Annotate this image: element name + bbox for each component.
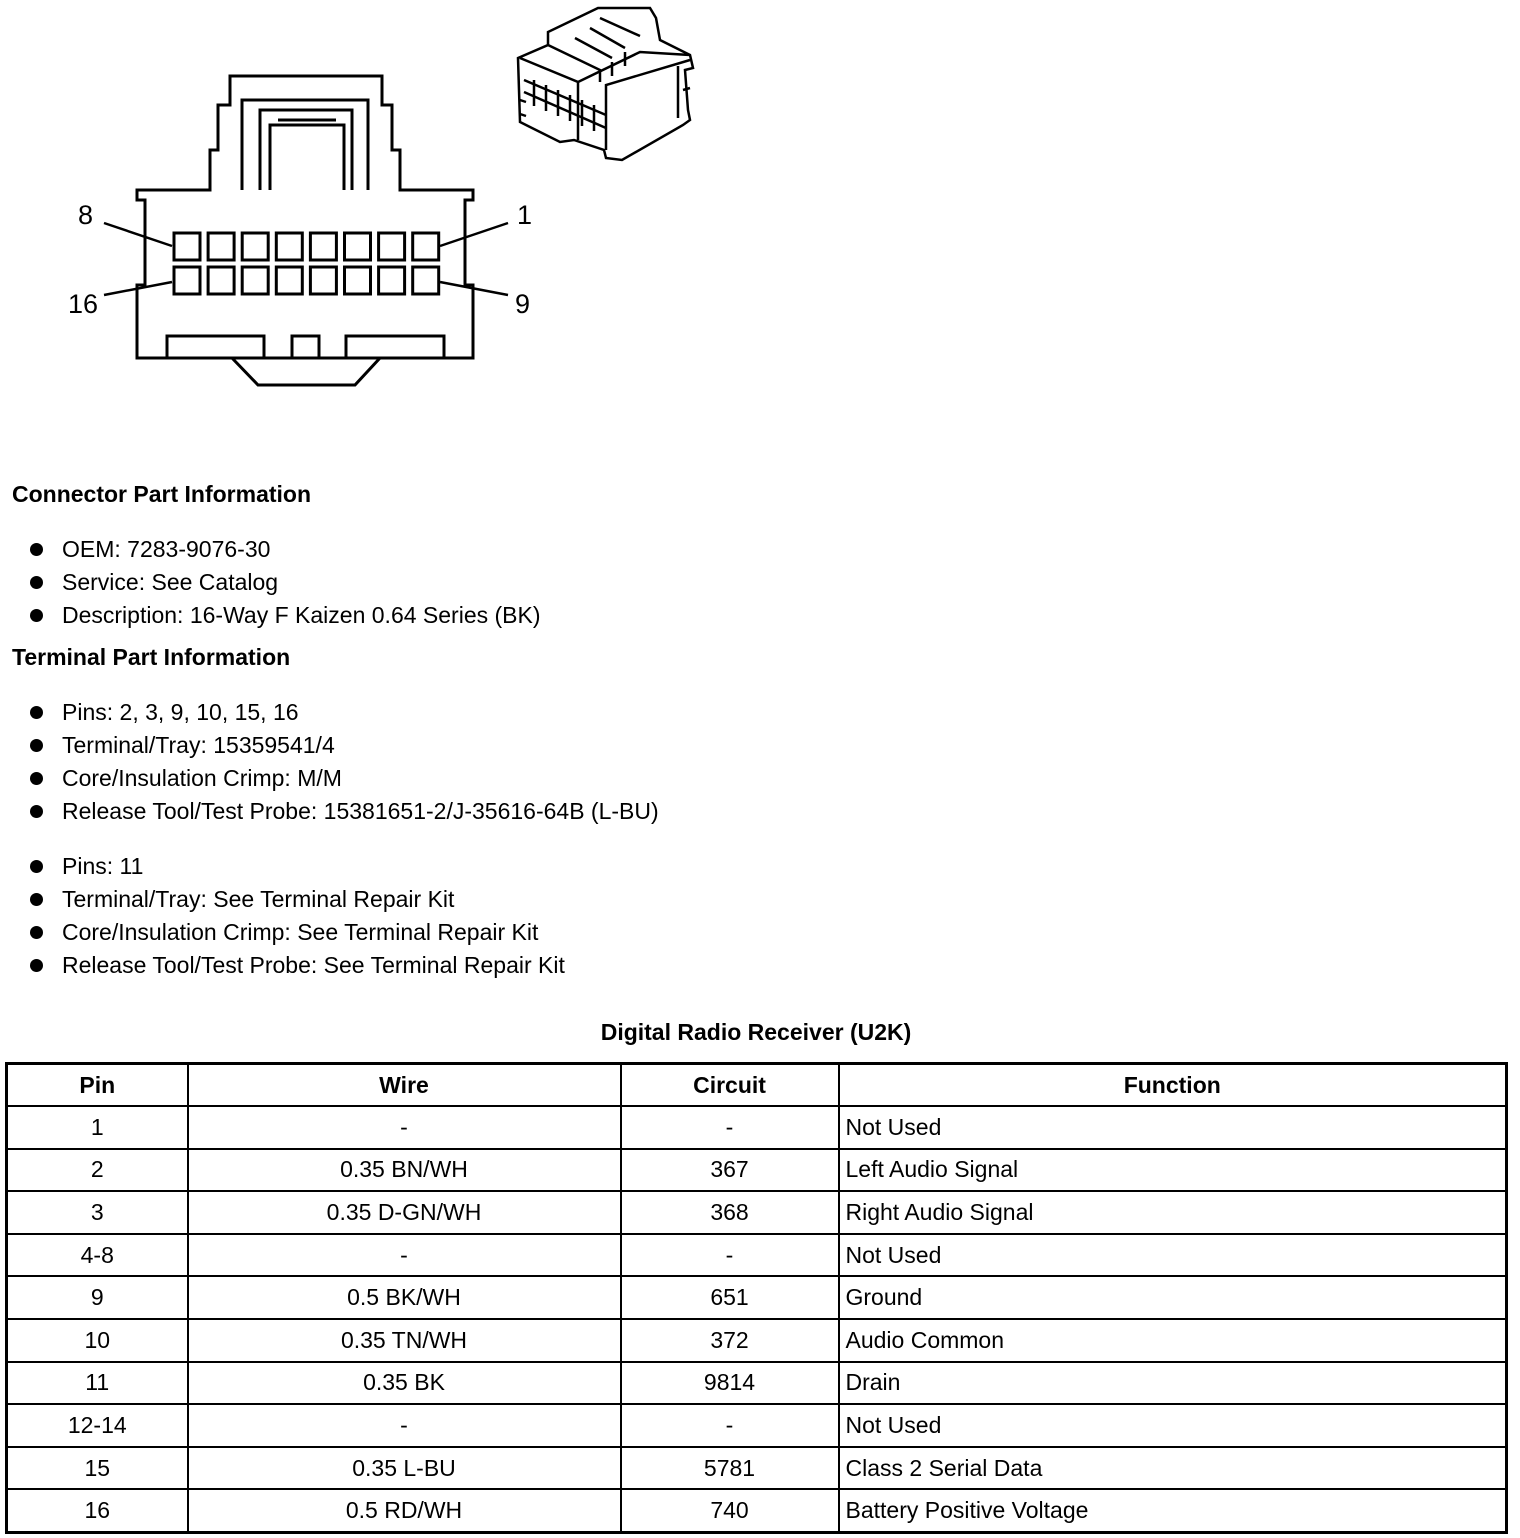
connector-key <box>232 358 380 385</box>
bullet-icon <box>30 805 43 818</box>
cell-function: Audio Common <box>839 1319 1507 1362</box>
list-item: Release Tool/Test Probe: See Terminal Repair Kit <box>30 949 565 982</box>
table-row <box>7 1489 1507 1532</box>
list-item: Core/Insulation Crimp: See Terminal Repair Kit <box>30 916 565 949</box>
connector-cavity <box>345 233 371 260</box>
list-item: Release Tool/Test Probe: 15381651-2/J-35616-64B (L-BU) <box>30 795 659 828</box>
cell-wire: - <box>188 1404 621 1447</box>
connector-part-title: Connector Part Information <box>12 481 312 507</box>
cell-wire: 0.35 TN/WH <box>188 1319 621 1362</box>
table-row <box>7 1447 1507 1490</box>
connector-cavity <box>413 233 439 260</box>
cell-wire: 0.35 L-BU <box>188 1447 621 1490</box>
cell-circuit: 367 <box>621 1149 839 1192</box>
connector-cavity <box>174 267 200 294</box>
cell-circuit: 372 <box>621 1319 839 1362</box>
terminal-part-list-1 <box>30 696 659 828</box>
cell-circuit: - <box>621 1106 839 1149</box>
list-item: OEM: 7283-9076-30 <box>30 533 541 566</box>
header-wire: Wire <box>188 1064 621 1107</box>
table-row <box>7 1149 1507 1192</box>
header-circuit: Circuit <box>621 1064 839 1107</box>
bullet-icon <box>30 893 43 906</box>
connector-diagram <box>0 0 720 420</box>
bullet-icon <box>30 706 43 719</box>
bullet-icon <box>30 959 43 972</box>
connector-cavity <box>379 233 405 260</box>
cell-wire: 0.35 BK <box>188 1362 621 1405</box>
connector-cavity <box>345 267 371 294</box>
table-row <box>7 1276 1507 1319</box>
list-item: Service: See Catalog <box>30 566 541 599</box>
cell-function: Not Used <box>839 1404 1507 1447</box>
connector-part-list <box>30 533 541 632</box>
bullet-icon <box>30 576 43 589</box>
cell-circuit: 740 <box>621 1489 839 1532</box>
table-row <box>7 1319 1507 1362</box>
bullet-icon <box>30 860 43 873</box>
cell-wire: - <box>188 1234 621 1277</box>
list-item: Terminal/Tray: 15359541/4 <box>30 729 659 762</box>
cell-pin: 2 <box>7 1149 188 1192</box>
pin-label-1: 1 <box>517 200 533 230</box>
connector-cavity <box>310 267 336 294</box>
bullet-icon <box>30 609 43 622</box>
cell-pin: 12-14 <box>7 1404 188 1447</box>
connector-cavity <box>276 233 302 260</box>
cell-function: Drain <box>839 1362 1507 1405</box>
cell-circuit: 5781 <box>621 1447 839 1490</box>
connector-cavity <box>276 267 302 294</box>
table-caption: Digital Radio Receiver (U2K) <box>600 1019 912 1045</box>
terminal-part-list-2 <box>30 850 565 982</box>
cell-wire: 0.5 BK/WH <box>188 1276 621 1319</box>
table-row <box>7 1106 1507 1149</box>
cell-wire: 0.35 BN/WH <box>188 1149 621 1192</box>
connector-cavity <box>174 233 200 260</box>
cell-function: Not Used <box>839 1234 1507 1277</box>
connector-cavity <box>310 233 336 260</box>
cell-pin: 16 <box>7 1489 188 1532</box>
cell-circuit: 9814 <box>621 1362 839 1405</box>
header-pin: Pin <box>7 1064 188 1107</box>
connector-face-outline <box>137 76 473 358</box>
cell-circuit: - <box>621 1404 839 1447</box>
bullet-icon <box>30 772 43 785</box>
cell-wire: 0.35 D-GN/WH <box>188 1191 621 1234</box>
table-header-row <box>7 1064 1507 1107</box>
pinout-table <box>5 1062 1508 1534</box>
cell-pin: 1 <box>7 1106 188 1149</box>
cell-wire: - <box>188 1106 621 1149</box>
connector-cavity <box>208 267 234 294</box>
table-row <box>7 1404 1507 1447</box>
cell-pin: 10 <box>7 1319 188 1362</box>
connector-cavity <box>242 233 268 260</box>
cell-wire: 0.5 RD/WH <box>188 1489 621 1532</box>
connector-isometric-view <box>518 8 693 160</box>
connector-latch-inner <box>260 110 352 190</box>
terminal-part-title: Terminal Part Information <box>12 644 291 670</box>
bullet-icon <box>30 926 43 939</box>
cell-pin: 11 <box>7 1362 188 1405</box>
table-row <box>7 1362 1507 1405</box>
cell-function: Battery Positive Voltage <box>839 1489 1507 1532</box>
cell-function: Class 2 Serial Data <box>839 1447 1507 1490</box>
cell-function: Left Audio Signal <box>839 1149 1507 1192</box>
list-item: Terminal/Tray: See Terminal Repair Kit <box>30 883 565 916</box>
cell-pin: 9 <box>7 1276 188 1319</box>
pin-label-9: 9 <box>515 289 531 319</box>
cell-pin: 3 <box>7 1191 188 1234</box>
pin-label-8: 8 <box>78 200 94 230</box>
cell-function: Right Audio Signal <box>839 1191 1507 1234</box>
cell-circuit: 368 <box>621 1191 839 1234</box>
connector-cavity <box>242 267 268 294</box>
cell-function: Not Used <box>839 1106 1507 1149</box>
header-function: Function <box>839 1064 1507 1107</box>
pin-label-16: 16 <box>68 289 99 319</box>
list-item: Description: 16-Way F Kaizen 0.64 Series (BK) <box>30 599 541 632</box>
bullet-icon <box>30 739 43 752</box>
cell-function: Ground <box>839 1276 1507 1319</box>
list-item: Pins: 11 <box>30 850 565 883</box>
list-item: Pins: 2, 3, 9, 10, 15, 16 <box>30 696 659 729</box>
cell-circuit: 651 <box>621 1276 839 1319</box>
bullet-icon <box>30 543 43 556</box>
cell-circuit: - <box>621 1234 839 1277</box>
table-row <box>7 1234 1507 1277</box>
connector-cavity <box>413 267 439 294</box>
table-row <box>7 1191 1507 1234</box>
list-item: Core/Insulation Crimp: M/M <box>30 762 659 795</box>
connector-cavity <box>379 267 405 294</box>
cell-pin: 15 <box>7 1447 188 1490</box>
cell-pin: 4-8 <box>7 1234 188 1277</box>
connector-cavity <box>208 233 234 260</box>
